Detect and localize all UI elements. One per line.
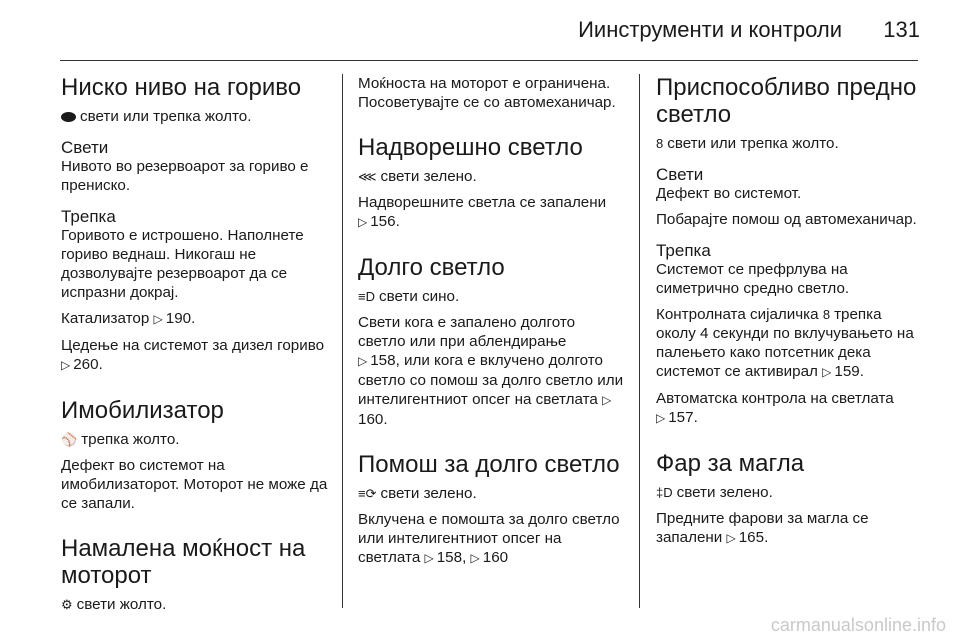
afl-heading: Приспособливо предно светло <box>656 74 917 128</box>
high-beam-icon: ≡D <box>358 289 375 304</box>
fuel-heading: Ниско ниво на гориво <box>61 74 302 101</box>
fuel-lit-heading: Свети <box>61 138 109 157</box>
fog-heading: Фар за магла <box>656 450 805 477</box>
high-beam-heading: Долго светло <box>358 254 505 281</box>
fog-text: Предните фарови за магла се запалени ▷ 165. <box>656 510 869 546</box>
immobiliser-heading: Имобилизатор <box>61 397 224 424</box>
column-1 <box>61 74 329 621</box>
column-divider-2 <box>639 74 640 608</box>
high-beam-desc: ≡D свети сино. <box>358 288 460 305</box>
afl-flash-text: Системот се префрлува на симетрично средно светло. <box>656 261 850 297</box>
watermark: carmanualsonline.info <box>770 615 946 635</box>
column-divider-1 <box>342 74 343 608</box>
page-reference-arrow: ▷ <box>358 354 368 368</box>
sidelights-heading: Надворешно светло <box>358 134 583 161</box>
afl-lit-text: Дефект во системот. <box>656 185 802 202</box>
engine-power-heading: Намалена моќност на моторот <box>61 535 306 589</box>
page-reference-arrow: ▷ <box>153 312 163 326</box>
sidelights-desc: ⋘ свети зелено. <box>358 168 477 185</box>
page-reference-arrow: ▷ <box>726 531 736 545</box>
high-beam-assist-desc: ≡⟳ свети зелено. <box>358 485 477 502</box>
engine-power-icon: ⚙ <box>61 597 73 612</box>
section-title: Иинструменти и контроли <box>578 17 842 42</box>
page-number: 131 <box>883 17 920 42</box>
afl-flash-text2: Контролната сијаличка 8 трепка околу 4 секунди по вклучувањето на палењето како потсетник дека системот се активирал ▷ 159. <box>656 306 914 380</box>
afl-lit-text2: Побарајте помош од автомеханичар. <box>656 211 917 228</box>
fuel-flash-text: Горивото е истрошено. Наполнете гориво веднаш. Никогаш не дозволувајте резервоарот да се испразни докрај. <box>61 227 304 301</box>
page-reference-arrow: ▷ <box>358 215 368 229</box>
afl-desc: 8 свети или трепка жолто. <box>656 135 839 152</box>
sidelights-icon: ⋘ <box>358 169 377 184</box>
page-header <box>0 0 960 56</box>
fuel-indicator-icon <box>61 112 76 122</box>
afl-icon: 8 <box>656 136 664 151</box>
sidelights-text: Надворешните светла се запалени ▷ 156. <box>358 194 607 230</box>
fuel-lit-text: Нивото во резервоарот за гориво е прениско. <box>61 158 309 194</box>
fuel-flash-heading: Трепка <box>61 207 116 226</box>
immobiliser-desc: ⚾ трепка жолто. <box>61 431 180 448</box>
afl-lit-heading: Свети <box>656 165 704 184</box>
header-divider <box>60 60 918 61</box>
column-3 <box>656 74 924 555</box>
high-beam-assist-text: Вклучена е помошта за долго светло или интелигентниот опсег на светлата ▷ 158, ▷ 160 <box>358 511 620 566</box>
immobiliser-icon: ⚾ <box>61 432 78 447</box>
engine-power-desc: ⚙ свети жолто. <box>61 596 167 613</box>
page-reference-arrow: ▷ <box>470 551 480 565</box>
catalyst-ref: Катализатор ▷ 190. <box>61 310 196 327</box>
diesel-ref: Цедење на системот за дизел гориво ▷ 260. <box>61 337 325 373</box>
page-reference-arrow: ▷ <box>656 411 666 425</box>
afl-flash-heading: Трепка <box>656 241 711 260</box>
page-reference-arrow: ▷ <box>424 551 434 565</box>
fog-light-icon: ‡D <box>656 485 673 500</box>
afl-icon: 8 <box>822 307 831 322</box>
fog-desc: ‡D свети зелено. <box>656 484 773 501</box>
fuel-desc: свети или трепка жолто. <box>61 107 329 126</box>
page-reference-arrow: ▷ <box>822 365 832 379</box>
page-reference-arrow: ▷ <box>602 393 612 407</box>
immobiliser-text: Дефект во системот на имобилизаторот. Моторот не може да се запали. <box>61 457 328 512</box>
column-2 <box>358 74 626 575</box>
engine-power-cont: Моќноста на моторот е ограничена. Посоветувајте се со автомеханичар. <box>358 75 616 111</box>
high-beam-assist-icon: ≡⟳ <box>358 486 377 501</box>
high-beam-text: Свети кога е запалено долгото светло или при аблендирање ▷ 158, или кога е вклучено долгото светло со помош за долго светло или интелигентниот опсег на светлата ▷160. <box>358 314 624 428</box>
high-beam-assist-heading: Помош за долго светло <box>358 451 620 478</box>
auto-light-text: Автоматска контрола на светлата ▷ 157. <box>656 390 894 426</box>
page-reference-arrow: ▷ <box>61 358 71 372</box>
